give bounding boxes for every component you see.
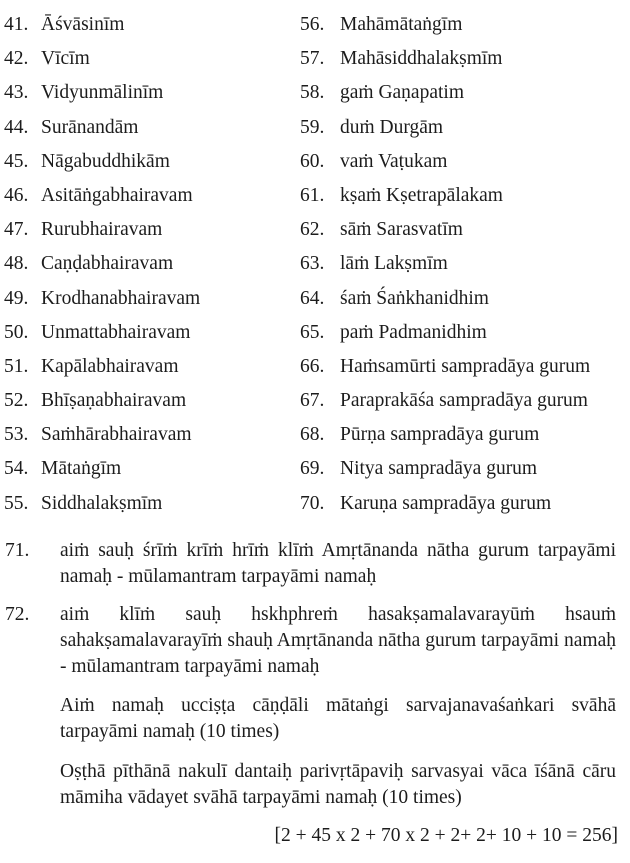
list-item-number: 48.: [4, 253, 29, 275]
list-item: [4, 247, 294, 281]
list-item-number: 58.: [300, 82, 325, 104]
list-item-text: Vīcīm: [41, 48, 90, 70]
list-item-text: lāṁ Lakṣmīm: [340, 253, 448, 275]
list-item: [300, 179, 630, 213]
list-item-text: Kapālabhairavam: [41, 355, 179, 377]
paragraph-text: aiṁ sauḥ śrīṁ krīṁ hrīṁ klīṁ Amṛtānanda nātha gurum tarpayāmi namaḥ - mūlamantram tarpayāmi namaḥ: [60, 540, 616, 587]
list-item-number: 41.: [4, 14, 29, 35]
list-item: [4, 282, 294, 316]
list-item-text: Nāgabuddhikām: [41, 150, 170, 172]
list-item-text: Karuṇa sampradāya gurum: [340, 492, 552, 514]
list-item-number: 53.: [4, 424, 29, 446]
list-item-number: 70.: [300, 492, 325, 514]
list-item: [4, 145, 294, 179]
list-item-number: 65.: [300, 321, 325, 343]
left-column: [4, 8, 294, 521]
paragraph-mantra-2: [60, 759, 616, 811]
list-item-text: kṣaṁ Kṣetrapālakam: [340, 184, 503, 206]
list-item-number: 64.: [300, 287, 325, 309]
paragraph-number: 72.: [5, 604, 30, 625]
list-item: [300, 452, 630, 486]
list-item-text: Caṇḍabhairavam: [41, 253, 174, 275]
list-item-number: 57.: [300, 48, 325, 70]
list-item: [4, 316, 294, 350]
list-item: [4, 384, 294, 418]
list-item-text: Nitya sampradāya gurum: [340, 458, 538, 480]
list-item: [300, 8, 630, 42]
list-item-text: paṁ Padmanidhim: [340, 321, 487, 343]
list-item-number: 56.: [300, 14, 325, 35]
list-item: [4, 76, 294, 110]
list-item-text: Paraprakāśa sampradāya gurum: [340, 390, 588, 412]
list-item: [300, 487, 630, 521]
list-item: [300, 316, 630, 350]
list-item-text: Mahāsiddhalakṣmīm: [340, 48, 503, 70]
list-item: [300, 76, 630, 110]
list-item-number: 68.: [300, 424, 325, 446]
list-item: [300, 350, 630, 384]
list-item-text: śaṁ Śaṅkhanidhim: [340, 287, 489, 309]
paragraph-number: 71.: [5, 540, 30, 561]
list-item-number: 50.: [4, 321, 29, 343]
list-item: [300, 384, 630, 418]
paragraph-text: Aiṁ namaḥ ucciṣṭa cāṇḍāli mātaṅgi sarvajanavaśaṅkari svāhā tarpayāmi namaḥ (10 times): [60, 695, 616, 742]
list-item: [4, 179, 294, 213]
list-item-text: Saṁhārabhairavam: [41, 424, 192, 446]
list-item: [300, 213, 630, 247]
list-item-number: 66.: [300, 355, 325, 377]
list-item-text: gaṁ Gaṇapatim: [340, 82, 464, 104]
list-item-text: Unmattabhairavam: [41, 321, 191, 343]
list-item: [300, 145, 630, 179]
list-item-number: 47.: [4, 219, 29, 241]
list-item-number: 59.: [300, 116, 325, 138]
list-item: [300, 42, 630, 76]
list-item: [300, 111, 630, 145]
list-item: [4, 487, 294, 521]
list-item-number: 67.: [300, 390, 325, 412]
list-item-text: Pūrṇa sampradāya gurum: [340, 424, 540, 446]
list-item: [4, 213, 294, 247]
list-item: [4, 452, 294, 486]
list-item-number: 49.: [4, 287, 29, 309]
list-item-text: Āśvāsinīm: [41, 14, 125, 35]
list-item-number: 43.: [4, 82, 29, 104]
list-item: [4, 8, 294, 42]
list-item-number: 45.: [4, 150, 29, 172]
list-item-text: Krodhanabhairavam: [41, 287, 201, 309]
paragraph-72: [5, 602, 616, 680]
list-item-text: Bhīṣaṇabhairavam: [41, 390, 187, 412]
paragraph-text: Oṣṭhā pīthānā nakulī dantaiḥ parivṛtāpaviḥ sarvasyai vāca īśānā cāru māmiha vādayet svāhā tarpayāmi namaḥ (10 times): [60, 761, 616, 808]
list-item-number: 54.: [4, 458, 29, 480]
list-item: [4, 111, 294, 145]
list-item-text: Mātaṅgīm: [41, 458, 122, 480]
list-item-number: 46.: [4, 184, 29, 206]
list-item: [300, 282, 630, 316]
list-item-number: 62.: [300, 219, 325, 241]
list-item-number: 51.: [4, 355, 29, 377]
list-item-text: sāṁ Sarasvatīm: [340, 219, 463, 241]
list-item-text: vaṁ Vaṭukam: [340, 150, 448, 172]
list-item-number: 60.: [300, 150, 325, 172]
list-item-number: 42.: [4, 48, 29, 70]
list-item: [300, 247, 630, 281]
list-item: [4, 350, 294, 384]
list-item-text: Surānandām: [41, 116, 139, 138]
list-item-text: Asitāṅgabhairavam: [41, 184, 193, 206]
list-item-number: 69.: [300, 458, 325, 480]
list-item: [300, 418, 630, 452]
list-item-number: 61.: [300, 184, 325, 206]
list-item-text: duṁ Durgām: [340, 116, 444, 138]
count-formula: [2 + 45 x 2 + 70 x 2 + 2+ 2+ 10 + 10 = 256]: [274, 825, 618, 846]
list-item-number: 55.: [4, 492, 29, 514]
paragraph-text: aiṁ klīṁ sauḥ hskhphreṁ hasakṣamalavarayūṁ hsauṁ sahakṣamalavarayīṁ shauḥ Amṛtānanda nātha gurum tarpayāmi namaḥ - mūlamantram tarpayāmi namaḥ: [60, 604, 616, 677]
list-item-number: 44.: [4, 116, 29, 138]
list-item-text: Haṁsamūrti sampradāya gurum: [340, 355, 591, 377]
list-item: [4, 418, 294, 452]
list-item-text: Rurubhairavam: [41, 219, 163, 241]
right-column: [300, 8, 630, 521]
paragraph-71: [5, 538, 616, 590]
list-item-text: Vidyunmālinīm: [41, 82, 164, 104]
list-item-number: 52.: [4, 390, 29, 412]
list-item: [4, 42, 294, 76]
list-item-text: Siddhalakṣmīm: [41, 492, 163, 514]
list-item-number: 63.: [300, 253, 325, 275]
paragraph-mantra-1: [60, 693, 616, 745]
list-item-text: Mahāmātaṅgīm: [340, 14, 463, 35]
